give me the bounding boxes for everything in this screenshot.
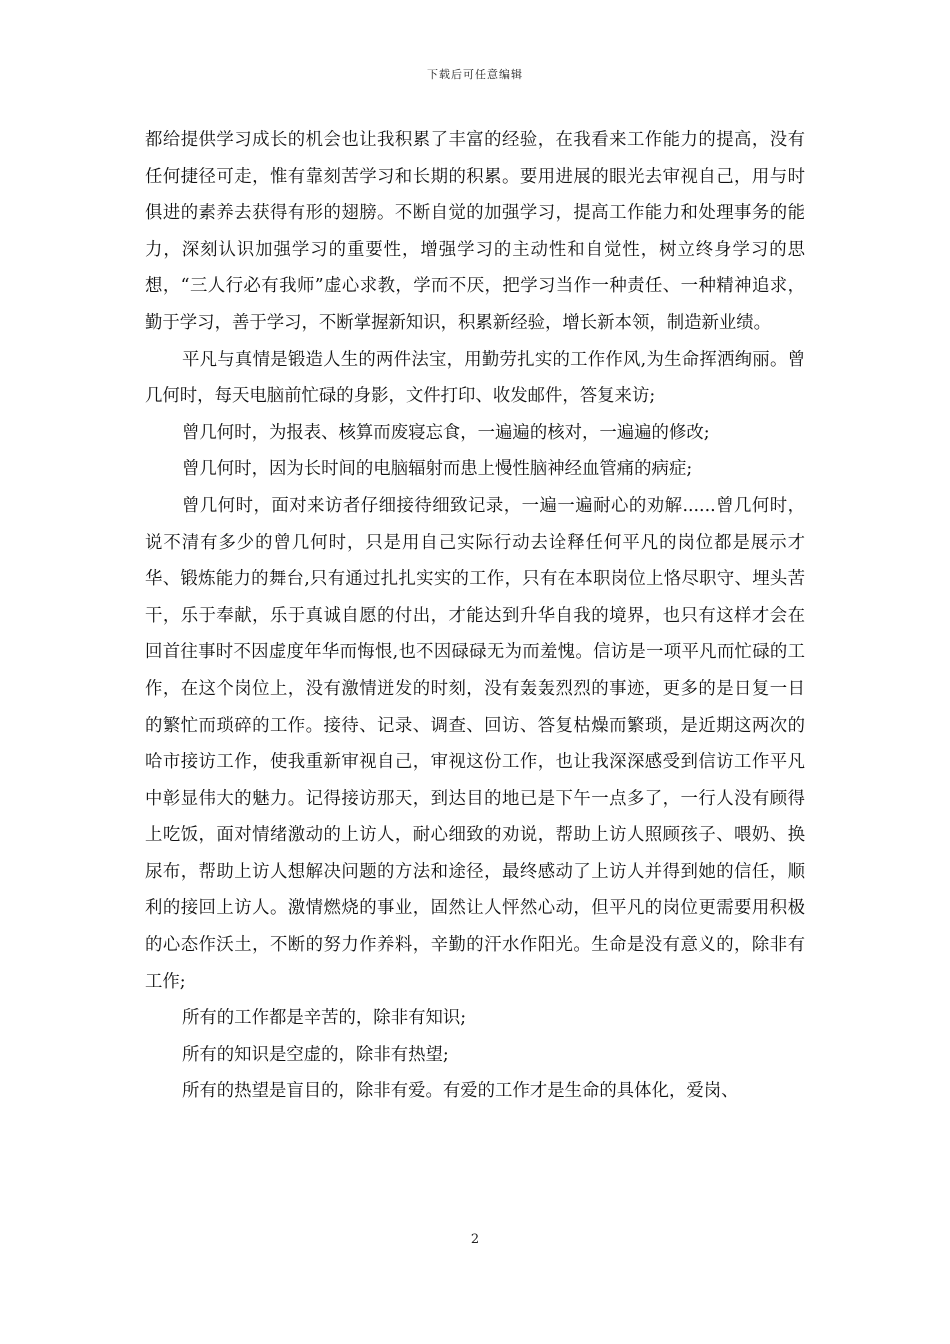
paragraph: 曾几何时，因为长时间的电脑辐射而患上慢性脑神经血管痛的病症;	[182, 459, 693, 480]
paragraph: 所有的热望是盲目的，除非有爱。有爱的工作才是生命的具体化，爱岗、	[182, 1081, 739, 1102]
paragraph: 所有的知识是空虚的，除非有热望;	[182, 1044, 449, 1065]
page-header: 下载后可任意编辑	[427, 68, 523, 81]
paragraph: 所有的工作都是辛苦的，除非有知识;	[182, 1008, 467, 1029]
paragraph: 曾几何时，为报表、核算而废寝忘食，一遍遍的核对，一遍遍的修改;	[182, 422, 710, 443]
page-number: 2	[470, 1232, 480, 1247]
paragraph: 曾几何时，面对来访者仔细接待细致记录，一遍一遍耐心的劝解......曾几何时，说不清有多少的曾几何时，只是用自己实际行动去诠释任何平凡的岗位都是展示才华、锻炼能力的舞台,只有通过扎扎实实的工作，只有在本职岗位上恪尽职守、埋头苦干，乐于奉献，乐于真诚自愿的付出，才能达到升华自我的境界，也只有这样才会在回首往事时不因虚度年华而悔恨,也不因碌碌无为而羞愧。信访是一项平凡而忙碌的工作，在这个岗位上，没有激情迸发的时刻，没有轰轰烈烈的事迹，更多的是日复一日的繁忙而琐碎的工作。接待、记录、调查、回访、答复枯燥而繁琐，是近期这两次的哈市接访工作，使我重新审视自己，审视这份工作，也让我深深感受到信访工作平凡中彰显伟大的魅力。记得接访那天，到达目的地已是下午一点多了，一行人没有顾得上吃饭，面对情绪激动的上访人，耐心细致的劝说，帮助上访人照顾孩子、喂奶、换尿布，帮助上访人想解决问题的方法和途径，最终感动了上访人并得到她的信任，顺利的接回上访人。激情燃烧的事业，固然让人怦然心动，但平凡的岗位更需要用积极的心态作沃土，不断的努力作养料，辛勤的汗水作阳光。生命是没有意义的，除非有工作;	[145, 495, 805, 992]
paragraph: 平凡与真情是锻造人生的两件法宝，用勤劳扎实的工作作风,为生命挥洒绚丽。曾几何时，每天电脑前忙碌的身影，文件打印、收发邮件，答复来访;	[145, 349, 805, 407]
document-body	[145, 122, 805, 1110]
paragraph-continuation: 都给提供学习成长的机会也让我积累了丰富的经验，在我看来工作能力的提高，没有任何捷径可走，惟有靠刻苦学习和长期的积累。要用进展的眼光去审视自己，用与时俱进的素养去获得有形的翅膀。不断自觉的加强学习，提高工作能力和处理事务的能力，深刻认识加强学习的重要性，增强学习的主动性和自觉性，树立终身学习的思想，“三人行必有我师”虚心求教，学而不厌，把学习当作一种责任、一种精神追求，勤于学习，善于学习，不断掌握新知识，积累新经验，增长新本领，制造新业绩。	[145, 130, 805, 333]
